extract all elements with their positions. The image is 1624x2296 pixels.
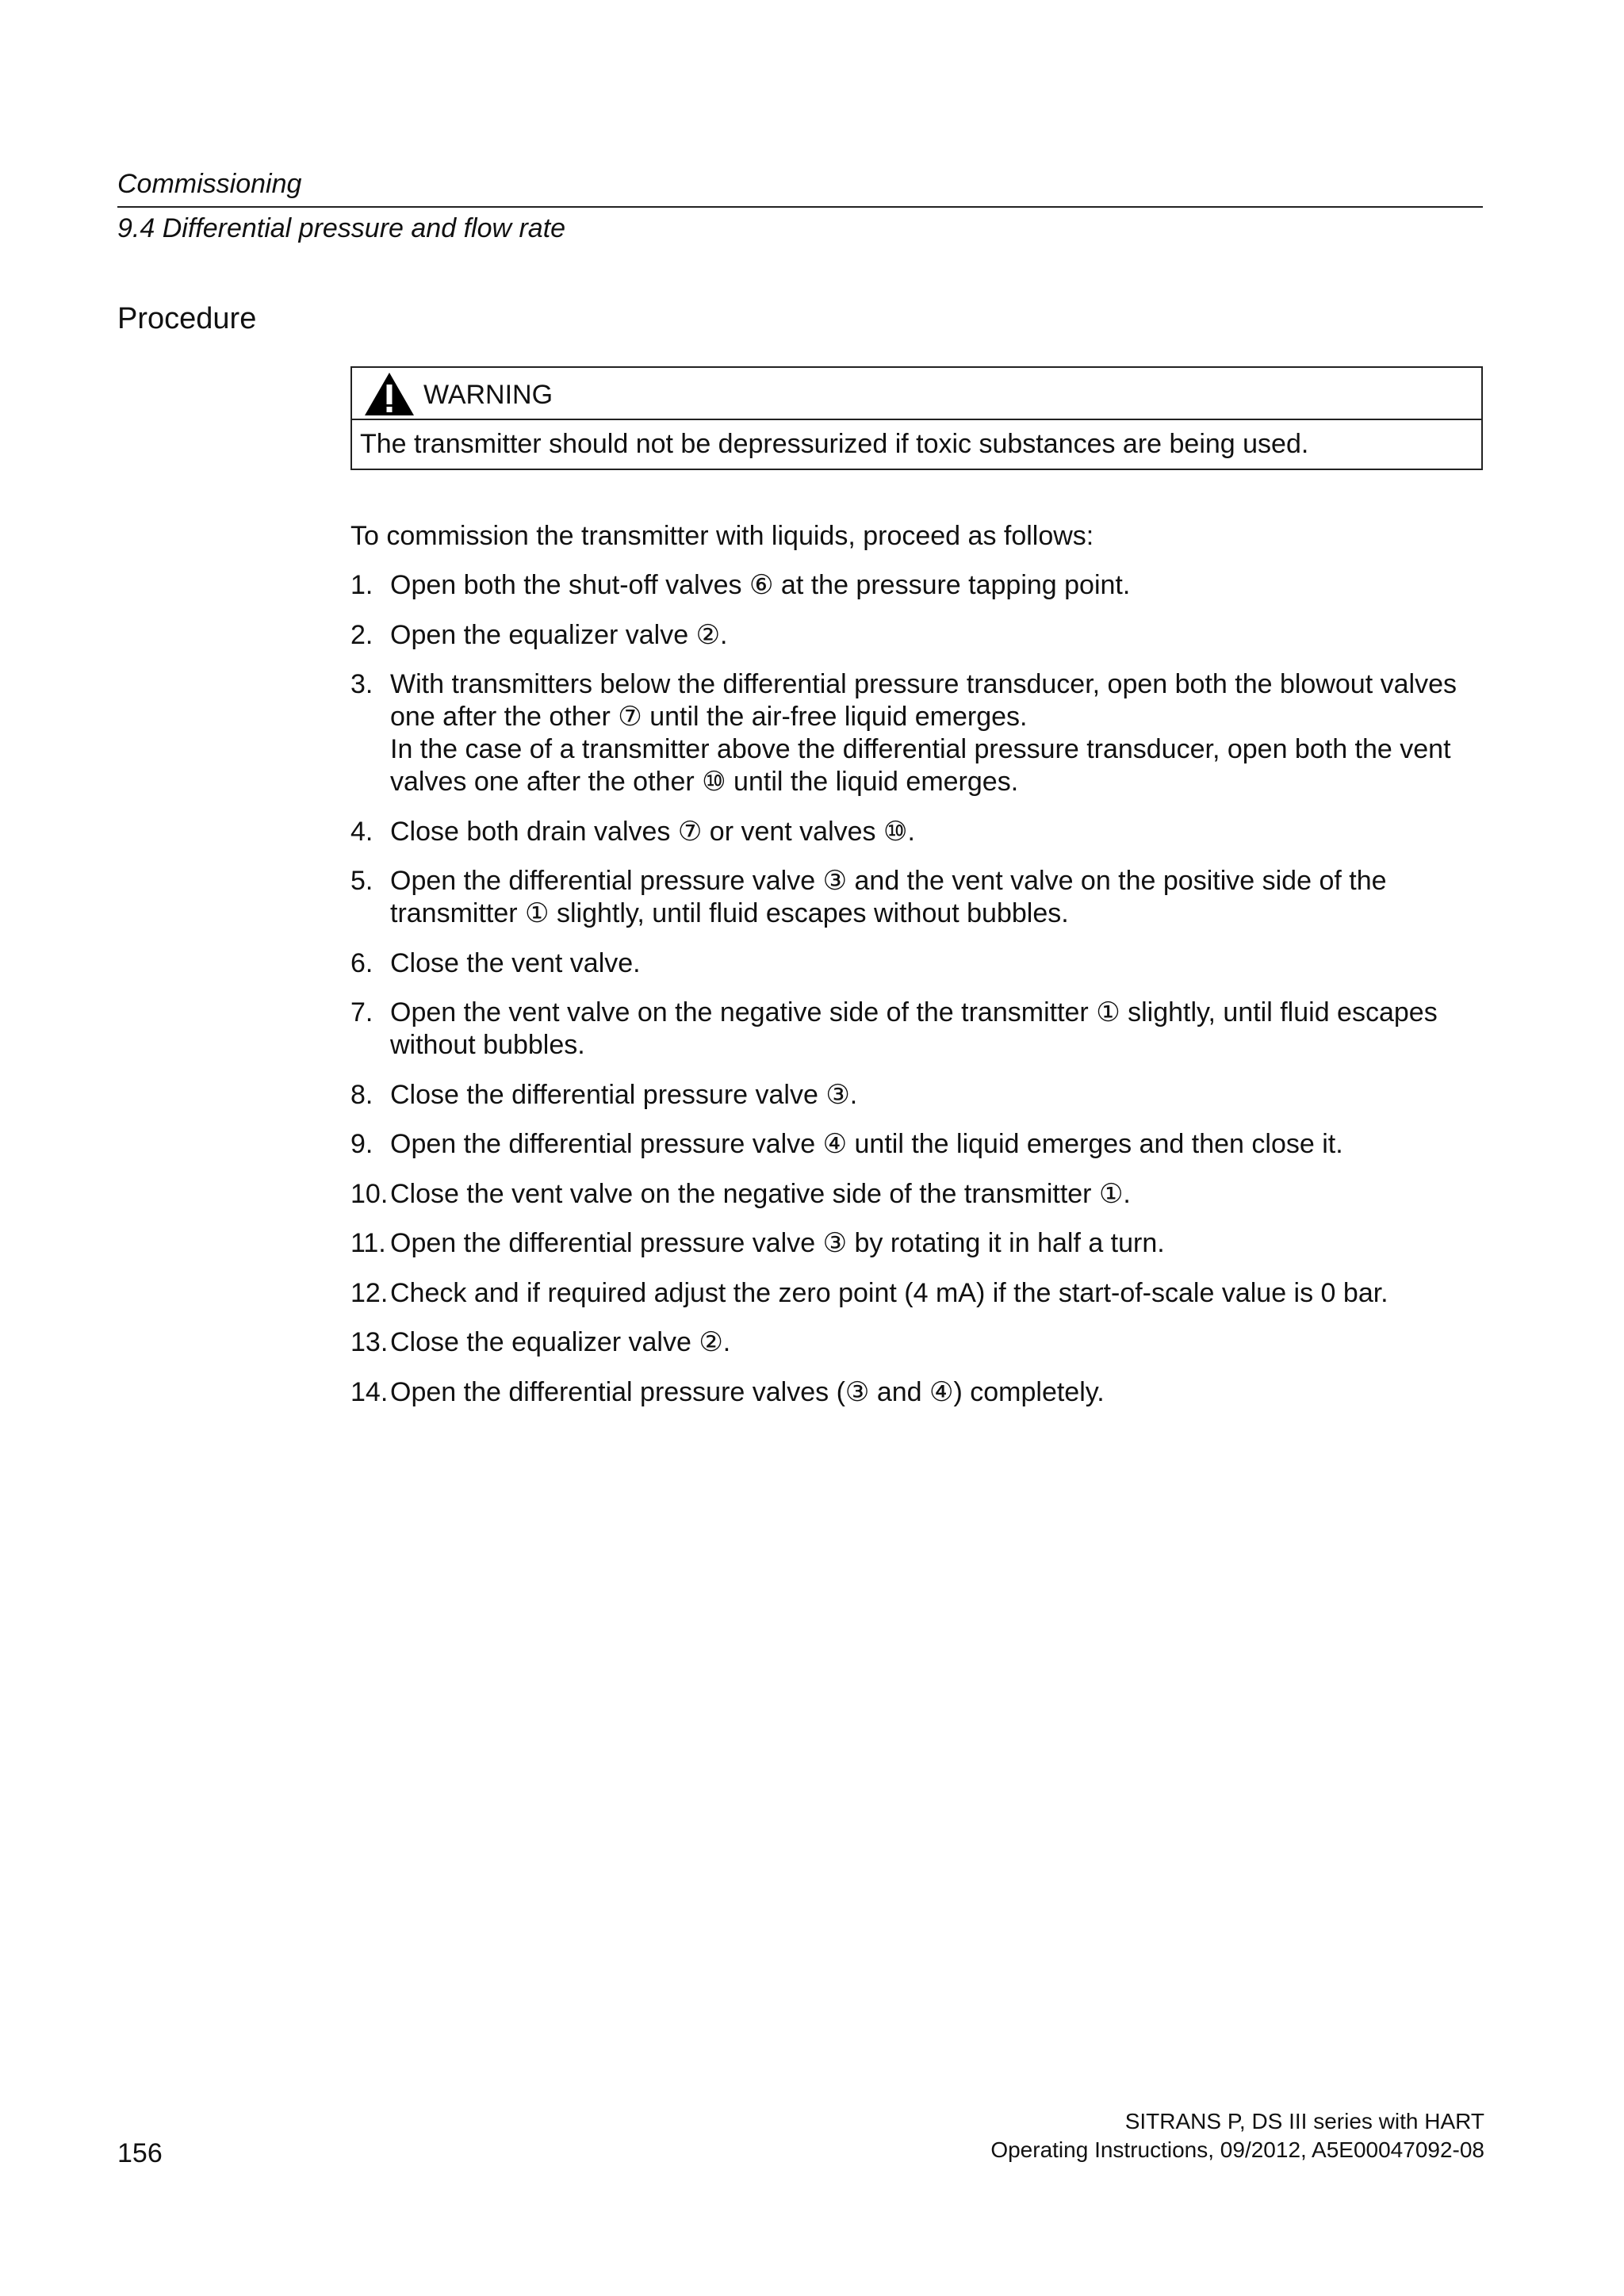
step-text: Open the differential pressure valve ③ by rotating it in half a turn. [390, 1228, 1165, 1258]
step-number: 7. [350, 997, 373, 1027]
header-section: 9.4 Differential pressure and flow rate [117, 213, 566, 243]
step-item [350, 865, 1483, 930]
footer-doc-info [990, 2107, 1484, 2164]
step-item [350, 1277, 1483, 1310]
step-text: Open the differential pressure valve ③ and the vent valve on the positive side of the transmitter ① slightly, until fluid escapes without bubbles. [390, 866, 1387, 928]
footer-document: Operating Instructions, 09/2012, A5E00047092-08 [990, 2137, 1484, 2162]
step-item [350, 1227, 1483, 1260]
step-item [350, 1326, 1483, 1359]
step-text: With transmitters below the differential pressure transducer, open both the blowout valves one after the other ⑦ until the air-free liquid emerges. In the case of a transmitter above the differential pressure transducer, open both the vent valves one after the other ⑩ until the liquid emerges. [390, 669, 1457, 797]
page-number: 156 [117, 2138, 163, 2168]
step-item [350, 1128, 1483, 1161]
step-text: Open the differential pressure valve ④ until the liquid emerges and then close it. [390, 1129, 1343, 1159]
procedure-heading: Procedure [117, 302, 257, 335]
step-text: Close the vent valve. [390, 947, 641, 978]
header-chapter: Commissioning [117, 169, 302, 199]
step-number: 13. [350, 1327, 389, 1357]
step-text: Close the equalizer valve ②. [390, 1327, 731, 1357]
step-item [350, 947, 1483, 980]
step-number: 6. [350, 947, 373, 978]
step-item [350, 569, 1483, 602]
step-item [350, 619, 1483, 652]
step-number: 12. [350, 1277, 389, 1308]
step-text: Open the equalizer valve ②. [390, 619, 728, 650]
warning-header [352, 368, 1481, 420]
step-number: 1. [350, 570, 373, 600]
step-item [350, 1376, 1483, 1409]
step-text: Close the vent valve on the negative side of the transmitter ①. [390, 1178, 1131, 1209]
step-number: 14. [350, 1376, 389, 1407]
procedure-steps [350, 569, 1483, 1425]
step-text: Open the vent valve on the negative side of the transmitter ① slightly, until fluid escapes without bubbles. [390, 997, 1438, 1060]
intro-text: To commission the transmitter with liquids, proceed as follows: [350, 521, 1094, 551]
step-item [350, 1079, 1483, 1112]
step-number: 2. [350, 619, 373, 650]
step-item [350, 1178, 1483, 1211]
step-text: Check and if required adjust the zero point (4 mA) if the start-of-scale value is 0 bar. [390, 1277, 1388, 1308]
step-item [350, 668, 1483, 798]
step-text: Close the differential pressure valve ③. [390, 1079, 858, 1110]
step-text: Open the differential pressure valves (③ and ④) completely. [390, 1376, 1105, 1407]
step-number: 3. [350, 669, 373, 699]
step-number: 9. [350, 1129, 373, 1159]
step-number: 4. [350, 816, 373, 847]
warning-box [350, 366, 1483, 470]
step-item [350, 997, 1483, 1062]
step-text: Open both the shut-off valves ⑥ at the pressure tapping point. [390, 570, 1131, 600]
warning-triangle-icon [363, 371, 416, 417]
step-text: Close both drain valves ⑦ or vent valves ⑩. [390, 816, 915, 847]
warning-title: WARNING [423, 380, 553, 410]
step-number: 11. [350, 1228, 386, 1258]
step-item [350, 816, 1483, 848]
header-divider [117, 206, 1483, 208]
warning-text: The transmitter should not be depressurized if toxic substances are being used. [360, 429, 1309, 459]
footer-product: SITRANS P, DS III series with HART [1124, 2109, 1484, 2133]
step-number: 10. [350, 1178, 389, 1209]
step-number: 8. [350, 1079, 373, 1110]
step-number: 5. [350, 866, 373, 896]
